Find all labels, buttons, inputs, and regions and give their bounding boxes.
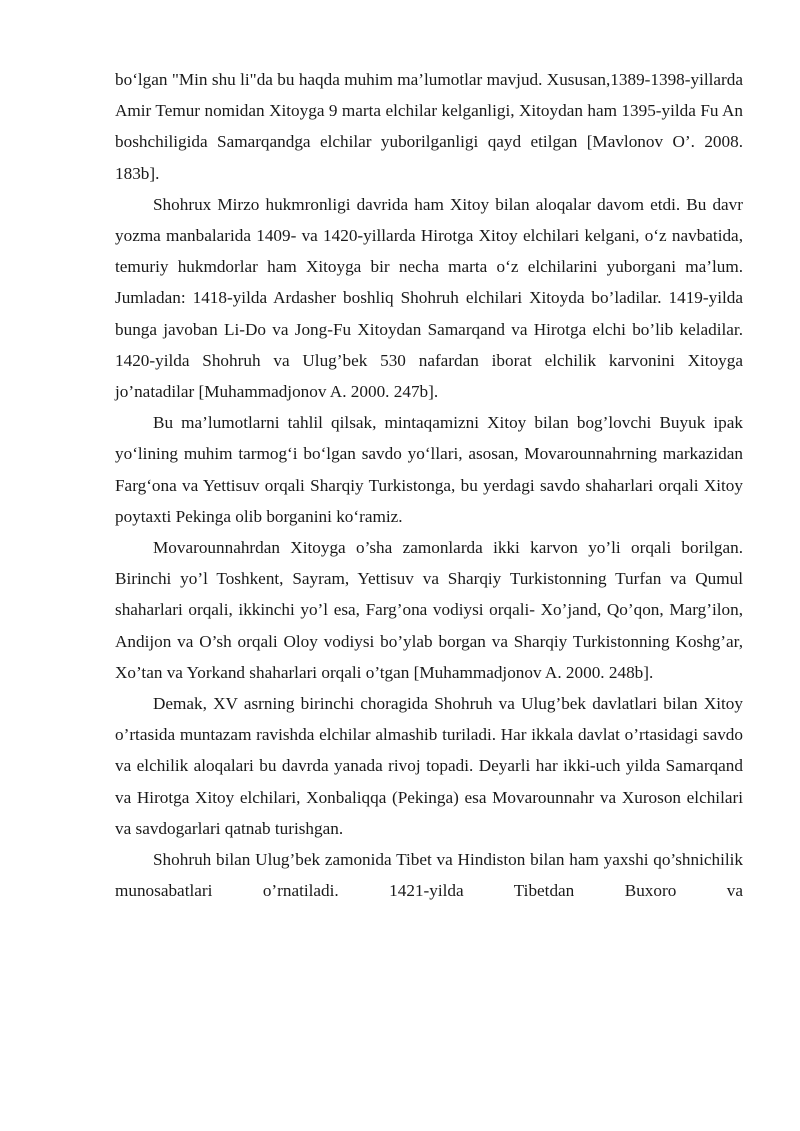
paragraph-6: Shohruh bilan Ulug’bek zamonida Tibet va Hindiston bilan ham yaxshi qo’shnichilik munosabatlari o’rnatiladi. 1421-yilda Tibetdan Buxoro va bbox=[115, 850, 743, 901]
paragraph-5: Demak, XV asrning birinchi choragida Shohruh va Ulug’bek davlatlari bilan Xitoy o’rtasida muntazam ravishda elchilar almashib turiladi. Har ikkala davlat o’rtasidagi savdo va elchilik aloqalari bu davrda yanada rivoj topadi. Deyarli har ikki-uch yilda Samarqand va Hirotga Xitoy elchilari, Xonbaliqqa (Pekinga) esa Movarounnahr va Xuroson elchilari va savdogarlari qatnab turishgan. bbox=[115, 694, 743, 838]
paragraph-2: Shohrux Mirzo hukmronligi davrida ham Xitoy bilan aloqalar davom etdi. Bu davr yozma manbalarida 1409- va 1420-yillarda Hirotga Xitoy elchilari kelgani, o‘z navbatida, temuriy hukmdorlar ham Xitoyga bir necha marta o‘z elchilarini yuborgani ma’lum. Jumladan: 1418-yilda Ardasher boshliq Shohruh elchilari Xitoyda bo’ladilar. 1419-yilda bunga javoban Li-Do va Jong-Fu Xitoydan Samarqand va Hirotga elchi bo’lib keladilar. 1420-yilda Shohruh va Ulug’bek 530 nafardan iborat elchilik karvonini Xitoyga jo’natadilar [Muhammadjonov A. 2000. 247b]. bbox=[115, 194, 743, 402]
paragraph-4: Movarounnahrdan Xitoyga o’sha zamonlarda ikki karvon yo’li orqali borilgan. Birinchi yo’l Toshkent, Sayram, Yettisuv va Sharqiy Turkistonning Turfan va Qumul shaharlari orqali, ikkinchi yo’l esa, Farg’ona vodiysi orqali- Xo’jand, Qo’qon, Marg’ilon, Andijon va O’sh orqali Oloy vodiysi bo’ylab borgan va Sharqiy Turkistonning Koshg’ar, Xo’tan va Yorkand shaharlari orqali o’tgan [Muhammadjonov A. 2000. 248b]. bbox=[115, 538, 743, 682]
document-page bbox=[115, 64, 743, 906]
paragraph-3: Bu ma’lumotlarni tahlil qilsak, mintaqamizni Xitoy bilan bog’lovchi Buyuk ipak yo‘lining muhim tarmog‘i bo‘lgan savdo yo‘llari, asosan, Movarounnahrning markazidan Farg‘ona va Yettisuv orqali Sharqiy Turkistonga, bu yerdagi savdo shaharlari orqali Xitoy poytaxti Pekinga olib borganini ko‘ramiz. bbox=[115, 413, 743, 526]
paragraph-1: bo‘lgan "Min shu li"da bu haqda muhim ma’lumotlar mavjud. Xususan,1389-1398-yillarda Amir Temur nomidan Xitoyga 9 marta elchilar kelganligi, Xitoydan ham 1395-yilda Fu An boshchiligida Samarqandga elchilar yuborilganligi qayd etilgan [Mavlonov O’. 2008. 183b]. bbox=[115, 70, 743, 183]
